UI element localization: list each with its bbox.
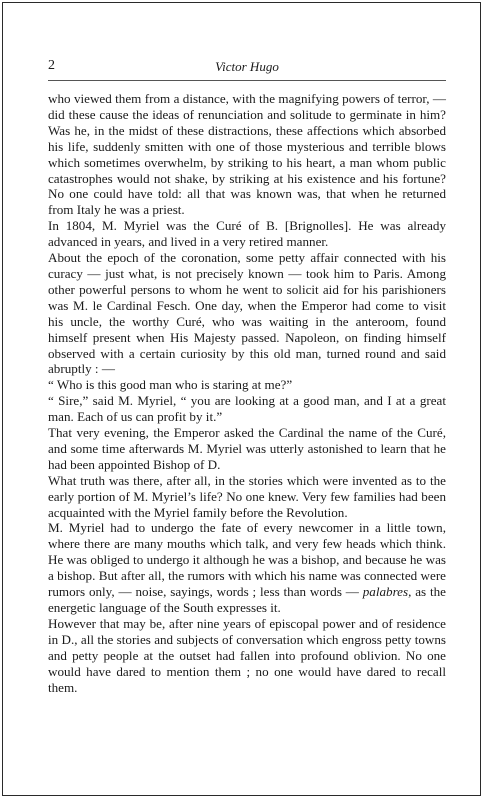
paragraph: About the epoch of the coronation, some petty affair connected with his curacy — just what, is not precisely known — took him to Paris. Among other powerful persons to whom he went to solicit aid for his parishioners was M. le Cardinal Fesch. One day, when the Emperor had come to visit his uncle, the worthy Curé, who was waiting in the anteroom, found himself present when His Majesty passed. Napoleon, on finding himself observed with a certain curiosity by this old man, turned round and said abruptly : — <box>48 250 446 377</box>
paragraph: In 1804, M. Myriel was the Curé of B. [Brignolles]. He was already advanced in years, and lived in a very retired manner. <box>48 218 446 250</box>
paragraph: “ Sire,” said M. Myriel, “ you are looking at a good man, and I at a great man. Each of us can profit by it.” <box>48 393 446 425</box>
paragraph: who viewed them from a distance, with the magnifying powers of terror, — did these cause the ideas of renunciation and solitude to germinate in him? Was he, in the midst of these distractions, these affections which absorbed his life, suddenly smitten with one of those mysterious and terrible blows which sometimes overwhelm, by striking to his heart, a man whom public catastrophes would not shake, by striking at his existence and his fortune? No one could have told: all that was known was, that when he returned from Italy he was a priest. <box>48 91 446 218</box>
body-text <box>48 91 446 695</box>
paragraph <box>48 520 446 615</box>
book-page <box>48 58 446 695</box>
page-number: 2 <box>48 58 55 73</box>
paragraph-text: as the energetic language of the South expresses it. <box>48 584 446 615</box>
paragraph-text: M. Myriel had to undergo the fate of every newcomer in a little town, where there are many mouths which talk, and very few heads which think. He was obliged to undergo it although he was a bishop, and because he was a bishop. But after all, the rumors with which his name was connected were rumors only, — noise, sayings, words ; less than words — <box>48 520 446 600</box>
paragraph: That very evening, the Emperor asked the Cardinal the name of the Curé, and some time afterwards M. Myriel was utterly astonished to learn that he had been appointed Bishop of D. <box>48 425 446 472</box>
running-title: Victor Hugo <box>215 59 279 74</box>
paragraph: What truth was there, after all, in the stories which were invented as to the early portion of M. Myriel’s life? No one knew. Very few families had been acquainted with the Myriel family before the Revolution. <box>48 472 446 520</box>
italic-word: palabres, <box>362 584 412 600</box>
running-head <box>48 58 446 81</box>
paragraph: “ Who is this good man who is staring at me?” <box>48 377 293 393</box>
paragraph: However that may be, after nine years of episcopal power and of residence in D., all the stories and subjects of conversation which engross petty towns and petty people at the outset had fallen into profound oblivion. No one would have dared to mention them ; no one would have dared to recall them. <box>48 615 446 695</box>
